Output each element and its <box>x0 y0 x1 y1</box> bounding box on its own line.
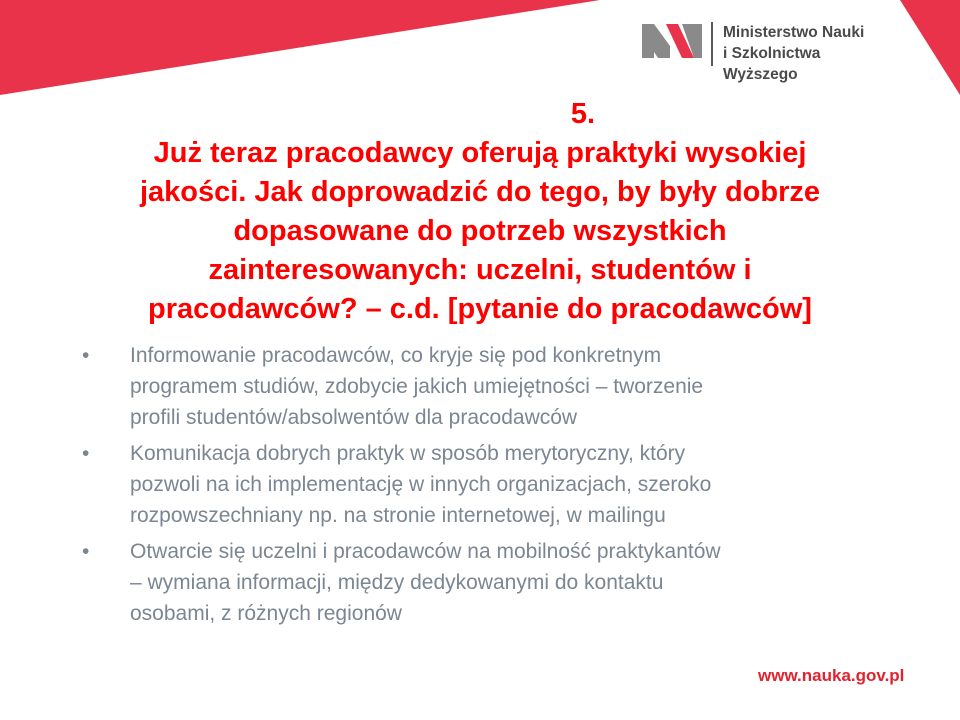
bullet-line: programem studiów, zdobycie jakich umiejętności – tworzenie <box>130 375 704 398</box>
bullet-line: rozpowszechniany np. na stronie internetowej, w mailingu <box>130 504 666 527</box>
title-line-3: dopasowane do potrzeb wszystkich <box>233 215 727 247</box>
bullet-item <box>70 536 900 629</box>
bullet-line: Otwarcie się uczelni i pracodawców na mobilność praktykantów <box>130 540 721 563</box>
logo-line-2: i Szkolnictwa Wyższego <box>723 45 821 83</box>
bullet-icon: • <box>82 540 90 563</box>
bullet-line: Informowanie pracodawców, co kryje się pod konkretnym <box>130 344 662 367</box>
title-line-1: Już teraz pracodawcy oferują praktyki wysokiej <box>153 137 807 169</box>
corner-decoration-right <box>900 0 960 95</box>
bullet-icon: • <box>82 344 90 367</box>
logo-text <box>723 22 895 85</box>
logo-divider <box>711 22 713 66</box>
bullet-line: – wymiana informacji, między dedykowanymi do kontaktu <box>130 571 664 594</box>
logo-line-1: Ministerstwo Nauki <box>723 24 865 41</box>
slide-number: 5. <box>570 98 595 130</box>
bullet-line: Komunikacja dobrych praktyk w sposób merytoryczny, który <box>130 442 686 465</box>
corner-decoration-left <box>0 0 600 95</box>
ministry-logo <box>635 14 895 83</box>
title-line-2: jakości. Jak doprowadzić do tego, by były dobrze <box>139 176 821 208</box>
logo-mark-icon <box>642 24 702 58</box>
bullet-icon: • <box>82 442 90 465</box>
footer-url-link[interactable]: www.nauka.gov.pl <box>758 666 905 685</box>
bullet-line: osobami, z różnych regionów <box>130 602 402 625</box>
bullet-line: profili studentów/absolwentów dla pracodawców <box>130 406 578 429</box>
bullet-item <box>70 340 900 433</box>
title-line-4: zainteresowanych: uczelni, studentów i <box>208 254 752 286</box>
bullet-item <box>70 438 900 531</box>
slide-title <box>80 95 880 329</box>
bullet-list <box>70 340 900 634</box>
title-line-5: pracodawców? – c.d. [pytanie do pracodawców] <box>148 293 812 325</box>
bullet-line: pozwoli na ich implementację w innych organizacjach, szeroko <box>130 473 712 496</box>
